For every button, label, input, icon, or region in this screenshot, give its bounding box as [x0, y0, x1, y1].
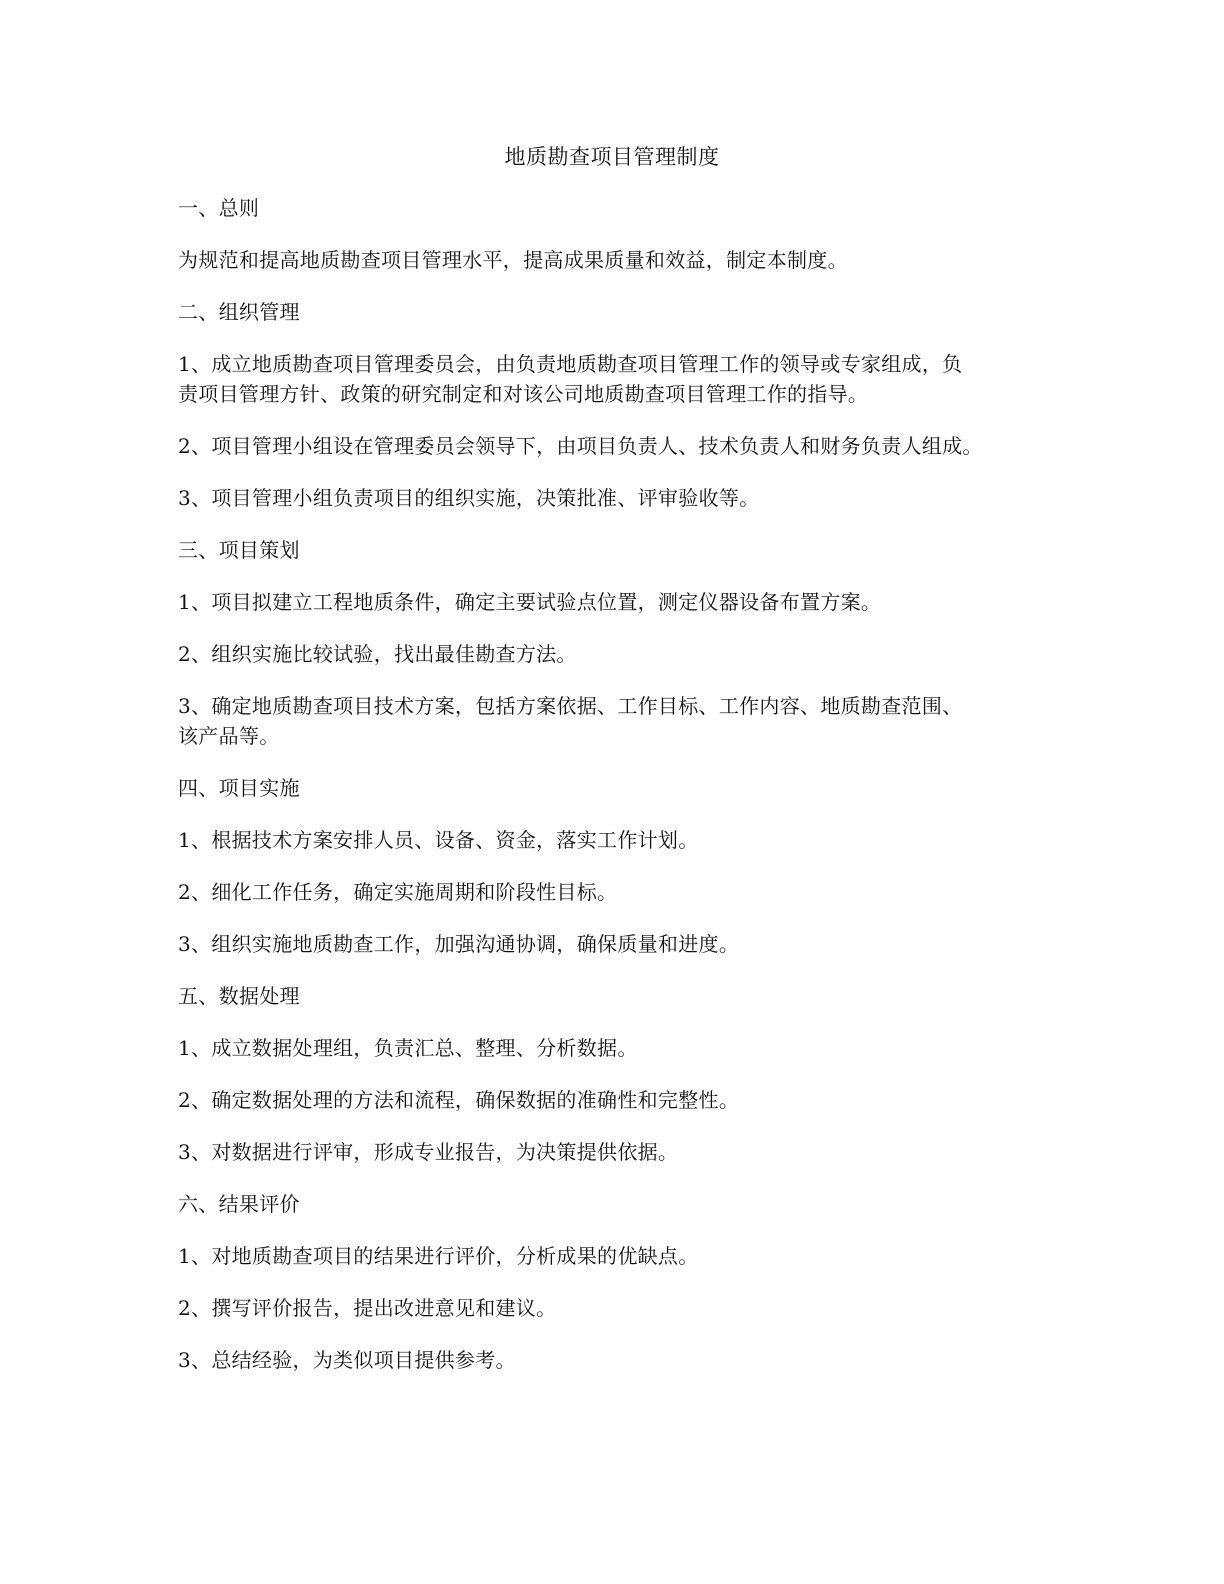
paragraph-line: 3、总结经验，为类似项目提供参考。 [178, 1348, 516, 1372]
paragraph [178, 877, 1058, 907]
paragraph [178, 1033, 1058, 1063]
paragraph [178, 1085, 1058, 1115]
paragraph-line: 1、成立数据处理组，负责汇总、整理、分析数据。 [178, 1036, 638, 1060]
paragraph-line: 2、撰写评价报告，提出改进意见和建议。 [178, 1296, 557, 1320]
paragraph [178, 691, 1058, 751]
document-body [178, 193, 1058, 1397]
paragraph [178, 483, 1058, 513]
paragraph [178, 587, 1058, 617]
section-heading: 二、组织管理 [178, 300, 300, 324]
paragraph-line: 该产品等。 [178, 724, 280, 748]
paragraph [178, 349, 1058, 409]
paragraph-line: 责项目管理方针、政策的研究制定和对该公司地质勘查项目管理工作的指导。 [178, 382, 869, 406]
paragraph-line: 1、对地质勘查项目的结果进行评价，分析成果的优缺点。 [178, 1244, 699, 1268]
paragraph [178, 1293, 1058, 1323]
paragraph-line: 3、确定地质勘查项目技术方案，包括方案依据、工作目标、工作内容、地质勘查范围、 [178, 694, 963, 718]
paragraph [178, 1137, 1058, 1167]
section-heading: 一、总则 [178, 196, 260, 220]
paragraph-line: 3、对数据进行评审，形成专业报告，为决策提供依据。 [178, 1140, 679, 1164]
paragraph-line: 2、项目管理小组设在管理委员会领导下，由项目负责人、技术负责人和财务负责人组成。 [178, 434, 983, 458]
paragraph [178, 1241, 1058, 1271]
paragraph [178, 431, 1058, 461]
section-heading: 四、项目实施 [178, 776, 300, 800]
paragraph-line: 3、组织实施地质勘查工作，加强沟通协调，确保质量和进度。 [178, 932, 740, 956]
section-heading: 三、项目策划 [178, 538, 300, 562]
section-heading: 五、数据处理 [178, 984, 300, 1008]
section-heading: 六、结果评价 [178, 1192, 300, 1216]
paragraph-line: 为规范和提高地质勘查项目管理水平，提高成果质量和效益，制定本制度。 [178, 248, 848, 272]
document-title: 地质勘查项目管理制度 [504, 145, 720, 169]
paragraph-line: 2、组织实施比较试验，找出最佳勘查方法。 [178, 642, 577, 666]
paragraph-line: 2、细化工作任务，确定实施周期和阶段性目标。 [178, 880, 618, 904]
paragraph-line: 1、根据技术方案安排人员、设备、资金，落实工作计划。 [178, 828, 699, 852]
paragraph [178, 825, 1058, 855]
paragraph-line: 1、成立地质勘查项目管理委员会，由负责地质勘查项目管理工作的领导或专家组成，负 [178, 352, 963, 376]
paragraph [178, 245, 1058, 275]
paragraph-line: 3、项目管理小组负责项目的组织实施，决策批准、评审验收等。 [178, 486, 760, 510]
paragraph-line: 2、确定数据处理的方法和流程，确保数据的准确性和完整性。 [178, 1088, 740, 1112]
paragraph [178, 639, 1058, 669]
paragraph [178, 929, 1058, 959]
paragraph [178, 1345, 1058, 1375]
paragraph-line: 1、项目拟建立工程地质条件，确定主要试验点位置，测定仪器设备布置方案。 [178, 590, 882, 614]
